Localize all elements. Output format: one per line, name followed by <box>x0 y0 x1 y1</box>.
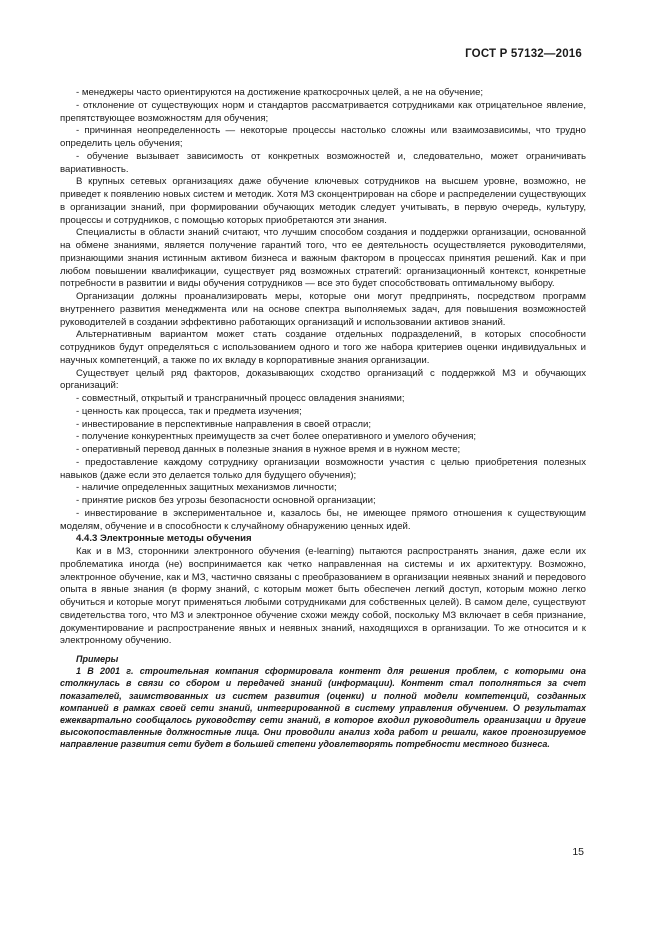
list-item: - принятие рисков без угрозы безопасности основной организации; <box>76 495 376 506</box>
paragraph: Как и в МЗ, сторонники электронного обучения (e-learning) пытаются распространять знания, даже если их проблематика иногда (не) воспринимается как четко направленная на системы и их архитектуру. Возможно, электронное обучение, как и МЗ, частично связаны с преобразованием в организации неявных знаний и передового опыта в явные знания (в форму знаний, с которым может быть обеспечен легкий доступ, которым можно легко обучиться и которые могут применяться любыми сотрудниками для собственных целей). В самом деле, существуют свидетельства того, что МЗ и электронное обучение схожи между собой, поскольку МЗ включает в себя признание, документирование и распространение явных и неявных знаний, находящихся в организации. То же относится и к электронному обучению. <box>60 546 586 647</box>
list-item: - совместный, открытый и трансграничный процесс овладения знаниями; <box>76 393 405 404</box>
body-text <box>60 87 586 751</box>
paragraph: - менеджеры часто ориентируются на достижение краткосрочных целей, а не на обучение; <box>76 87 484 98</box>
page-number: 15 <box>572 846 584 858</box>
paragraph: В крупных сетевых организациях даже обучение ключевых сотрудников на высшем уровне, возможно, не приведет к появлению новых систем и методик. Хотя МЗ сконцентрирован на сборе и распределении существующих в организации знаний, при формировании обучающих методик следует учитывать, в первую очередь, культуру, процессы и сотрудников, с помощью которых приобретаются эти знания. <box>60 176 586 226</box>
paragraph: - причинная неопределенность — некоторые процессы настолько сложны или взаимозависимы, что трудно определить цель обучения; <box>60 125 586 149</box>
list-item: - инвестирование в перспективные направления в своей отрасли; <box>76 418 372 430</box>
paragraph: Существует целый ряд факторов, доказывающих сходство организаций с поддержкой МЗ и обучающих организаций: <box>60 367 586 392</box>
list-item: - получение конкурентных преимуществ за счет более оперативного и умелого обучения; <box>76 431 477 443</box>
paragraph: - обучение вызывает зависимость от конкретных возможностей и, следовательно, может ограничивать вариативность. <box>60 150 586 175</box>
paragraph: Организации должны проанализировать меры, которые они могут предпринять, посредством программ внутреннего развития менеджмента или на основе спектра выполняемых задач, для повышения возможностей руководителей в создании эффективно работающих организаций и использовании активов знаний. <box>60 291 586 328</box>
list-item: - наличие определенных защитных механизмов личности; <box>76 482 337 494</box>
list-item: - предоставление каждому сотруднику организации возможности участия с целью приобретения полезных навыков (даже если это делается только для будущего обучения); <box>60 456 586 481</box>
standard-number-header: ГОСТ Р 57132—2016 <box>465 48 582 60</box>
examples-title: Примеры <box>76 654 119 664</box>
paragraph: Альтернативным вариантом может стать создание отдельных подразделений, в которых способности сотрудников будут определяться с использованием одного и того же набора критериев оценки индивидуальных и научных компетенций, а также по их вкладу в корпоративные знания организации. <box>60 329 586 366</box>
list-item: - ценность как процесса, так и предмета изучения; <box>76 405 302 417</box>
example-item: 1 В 2001 г. строительная компания сформировала контент для решения проблем, с которыми она столкнулась в связи со сбором и передачей знаний (информации). Контент стал пополняться за счет показателей, заимствованных из систем развития (оценки) и полной модели компетенций, созданных компанией в рамках своей сети знаний, интегрированной в систему управления обучением. О результатах ежеквартально сообщалось руководству сети знаний, в которое входил руководитель организации и другие высокопоставленные должностные лица. Они проводили анализ хода работ и решали, какое прогнозируемое направление развития сети будет в большей степени удовлетворять потребности местного бизнеса. <box>60 666 586 750</box>
list-item: - инвестирование в экспериментальное и, казалось бы, не имеющее прямого отношения к существующим моделям, обучение и в способности к случайному обнаружению ценных идей. <box>60 507 586 532</box>
paragraph: - отклонение от существующих норм и стандартов рассматривается сотрудниками как отрицательное явление, препятствующее возможностям для обучения; <box>60 99 586 124</box>
section-heading: 4.4.3 Электронные методы обучения <box>76 533 252 545</box>
paragraph: Специалисты в области знаний считают, что лучшим способом создания и поддержки организации, основанной на обмене знаниями, является получение гарантий того, что ее деятельность осуществляется руководителями, признающими знания истинным активом бизнеса и важным фактором в процессах принятия решений. Как и при любом повышении квалификации, существует ряд возможных стратегий: организационный контекст, конкретные потребности в развитии и виды обучения сотрудников — все это будет способствовать оптимальному выбору. <box>60 227 586 290</box>
examples-block <box>60 653 586 751</box>
list-item: - оперативный перевод данных в полезные знания в нужное время и в нужном месте; <box>76 444 461 455</box>
